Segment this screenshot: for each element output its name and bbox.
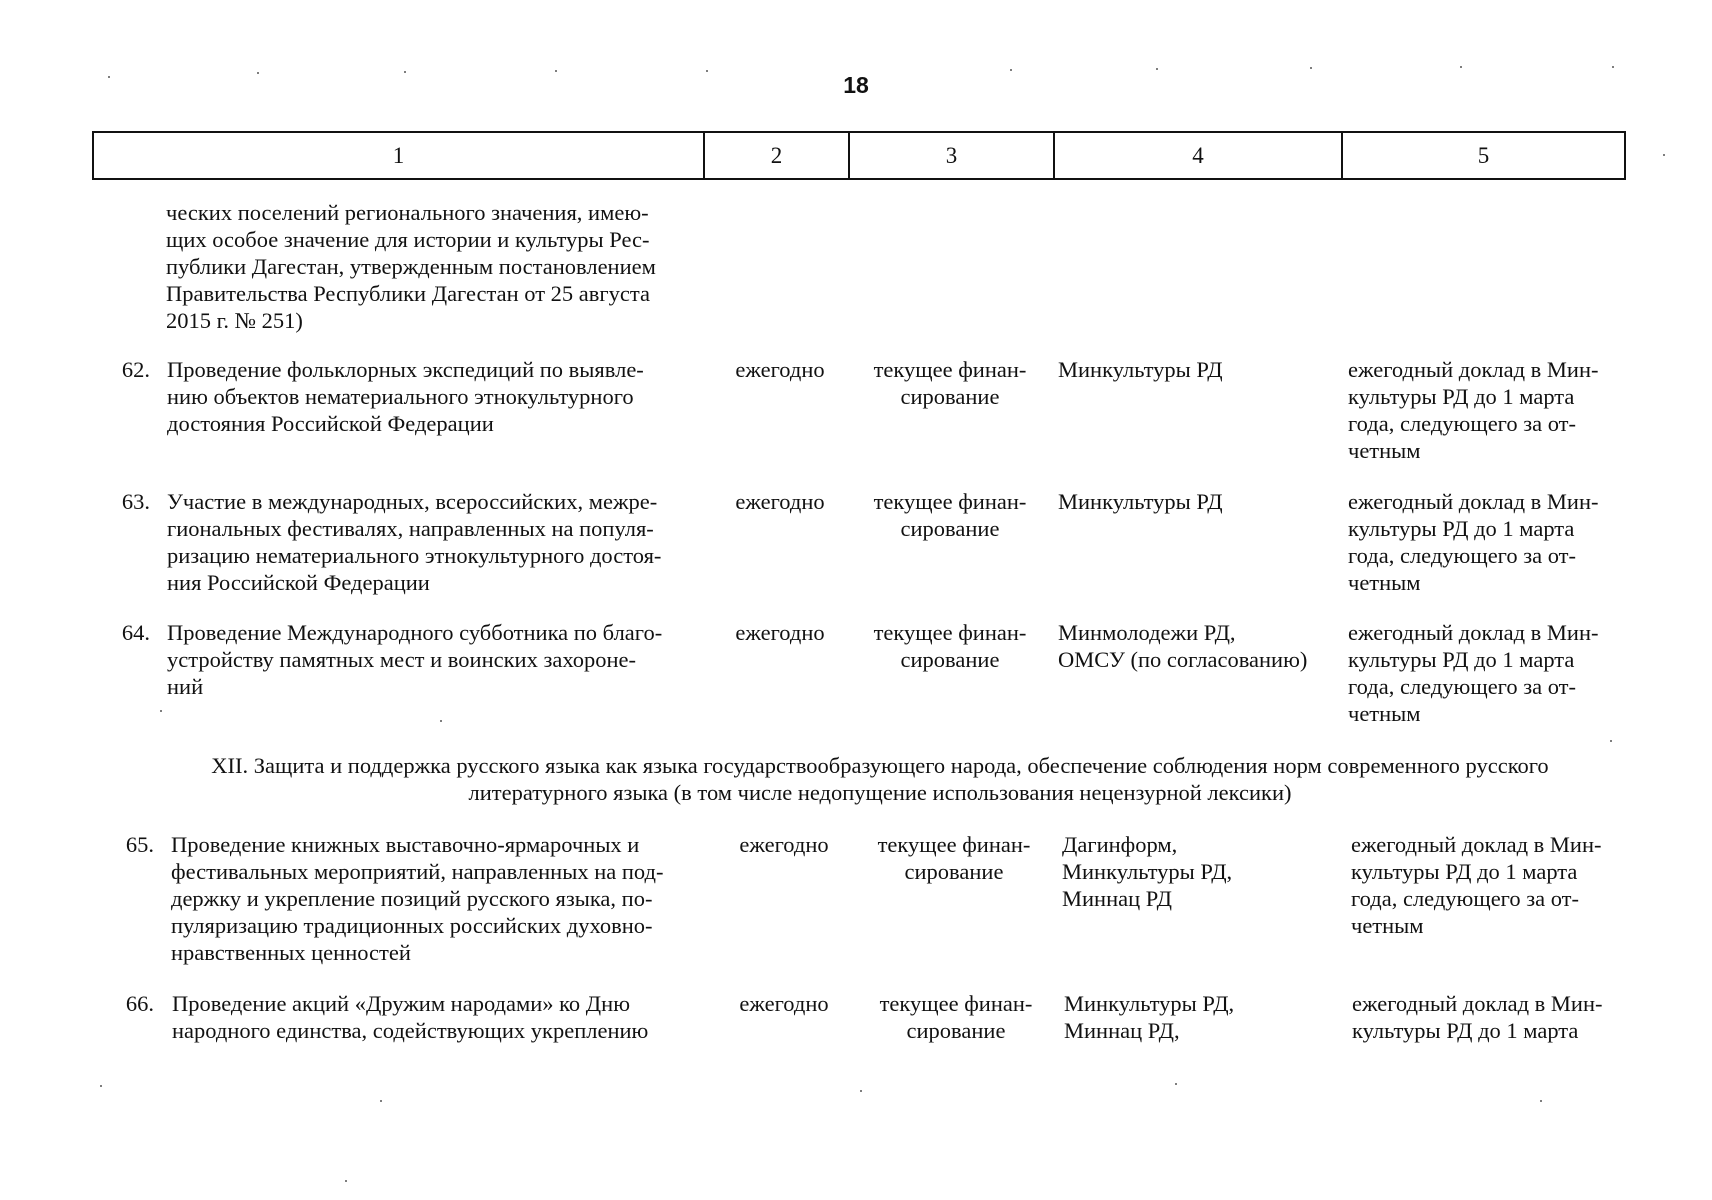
text-line: щих особое значение для истории и культуры Рес- [166,227,650,252]
column-header-1: 1 [392,142,405,168]
text-line: сирование [900,647,1000,672]
text-line: 2015 г. № 251) [166,308,303,333]
text-line: достояния Российской Федерации [167,411,494,436]
text-line: текущее финан- [877,832,1031,857]
text-line: Минкультуры РД [1058,357,1223,382]
scan-speck [555,70,557,72]
text-line: сирование [906,1018,1006,1043]
text-line: сирование [904,859,1004,884]
text-line: ОМСУ (по согласованию) [1058,647,1308,672]
text-line: ческих поселений регионального значения, имею- [166,200,649,225]
text-line: Дагинформ, [1062,832,1178,857]
text-line: ежегодный доклад в Мин- [1348,357,1599,382]
report [1348,619,1628,727]
scan-speck [404,71,406,73]
measure-name [172,990,712,1044]
text-line: ежегодный доклад в Мин- [1348,489,1599,514]
text-line: культуры РД до 1 марта [1348,384,1575,409]
measure-name [167,356,707,437]
scan-speck [1175,1083,1177,1085]
scan-speck [706,70,708,72]
text-line: Проведение Международного субботника по благо- [167,620,663,645]
row-number: 62. [121,357,150,382]
row-number: 66. [125,991,154,1016]
scan-speck [1156,68,1158,70]
report [1352,990,1632,1044]
text-line: Минмолодежи РД, [1058,620,1236,645]
row-number: 65. [125,832,154,857]
text-line: года, следующего за от- [1348,674,1576,699]
text-line: ний [167,674,204,699]
report [1348,356,1628,464]
text-line: четным [1348,570,1421,595]
text-line: Минкультуры РД, [1062,859,1233,884]
text-line: культуры РД до 1 марта [1351,859,1578,884]
text-line: сирование [900,384,1000,409]
text-line: ежегодный доклад в Мин- [1352,991,1603,1016]
scan-speck [160,710,162,712]
text-line: ежегодный доклад в Мин- [1348,620,1599,645]
scan-speck [1010,69,1012,71]
column-header-3: 3 [848,133,1053,178]
text-line: четным [1348,701,1421,726]
financing [866,990,1046,1044]
text-line: четным [1351,913,1424,938]
measure-name [167,619,707,700]
text-line: Участие в международных, всероссийских, межре- [167,489,658,514]
text-line: гиональных фестивалях, направленных на популя- [167,516,654,541]
scan-speck [257,72,259,74]
measure-name [171,831,711,966]
column-header-2: 2 [703,133,848,178]
scan-speck [1310,67,1312,69]
scan-speck [345,1180,347,1182]
text-line: Минкультуры РД [1058,489,1223,514]
term: ежегодно [739,832,829,857]
financing [864,831,1044,885]
report [1351,831,1631,939]
report [1348,488,1628,596]
executor [1058,488,1343,515]
section-heading [120,752,1640,806]
text-line: культуры РД до 1 марта [1348,647,1575,672]
executor [1058,619,1343,673]
text-line: пуляризацию традиционных российских духовно- [171,913,653,938]
scan-speck [1540,1100,1542,1102]
text-line: четным [1348,438,1421,463]
text-line: Правительства Республики Дагестан от 25 августа [166,281,650,306]
text-line: ния Российской Федерации [167,570,430,595]
text-line: текущее финан- [879,991,1033,1016]
scan-speck [380,1100,382,1102]
text-line: текущее финан- [873,620,1027,645]
executor [1058,356,1343,383]
text-line: культуры РД до 1 марта [1348,516,1575,541]
text-line: Проведение фольклорных экспедиций по выявле- [167,357,644,382]
scan-speck [108,76,110,78]
text-line: года, следующего за от- [1348,543,1576,568]
text-line: Проведение книжных выставочно-ярмарочных и [171,832,640,857]
scan-speck [860,1090,862,1092]
text-line: Миннац РД [1062,886,1172,911]
term: ежегодно [735,620,825,645]
scan-speck [440,720,442,722]
text-line: Проведение акций «Дружим народами» ко Дню [172,991,631,1016]
financing [860,619,1040,673]
scan-speck [100,1085,102,1087]
scan-speck [1460,66,1462,68]
term: ежегодно [735,489,825,514]
text-line: Минкультуры РД, [1064,991,1235,1016]
text-line: текущее финан- [873,489,1027,514]
column-header-4: 4 [1053,133,1341,178]
measure-name [167,488,707,596]
text-line: фестивальных мероприятий, направленных на под- [171,859,664,884]
text-line: сирование [900,516,1000,541]
scan-speck [1612,66,1614,68]
text-line: нию объектов нематериального этнокультурного [167,384,634,409]
executor [1064,990,1349,1044]
financing [860,488,1040,542]
page-number: 18 [843,72,869,98]
text-line: года, следующего за от- [1348,411,1576,436]
row-number: 63. [121,489,150,514]
text-line: публики Дагестан, утвержденным постановлением [166,254,656,279]
text-line: текущее финан- [873,357,1027,382]
text-line: XII. Защита и поддержка русского языка как языка государствообразующего народа, обеспечение соблюдения норм современного русского [211,753,1549,778]
term: ежегодно [739,991,829,1016]
text-line: нравственных ценностей [171,940,411,965]
financing [860,356,1040,410]
scan-speck [1663,154,1665,156]
text-line: литературного языка (в том числе недопущение использования нецензурной лексики) [468,780,1292,805]
scan-speck [1610,740,1612,742]
text-line: ризацию нематериального этнокультурного достоя- [167,543,662,568]
text-line: ежегодный доклад в Мин- [1351,832,1602,857]
row-number: 64. [121,620,150,645]
column-header-5: 5 [1341,133,1624,178]
column-header-row [92,131,1626,180]
text-line: устройству памятных мест и воинских захороне- [167,647,636,672]
continuation-text [166,199,706,334]
text-line: Миннац РД, [1064,1018,1180,1043]
executor [1062,831,1347,912]
text-line: держку и укрепление позиций русского языка, по- [171,886,653,911]
term: ежегодно [735,357,825,382]
text-line: культуры РД до 1 марта [1352,1018,1579,1043]
text-line: года, следующего за от- [1351,886,1579,911]
text-line: народного единства, содействующих укреплению [172,1018,649,1043]
